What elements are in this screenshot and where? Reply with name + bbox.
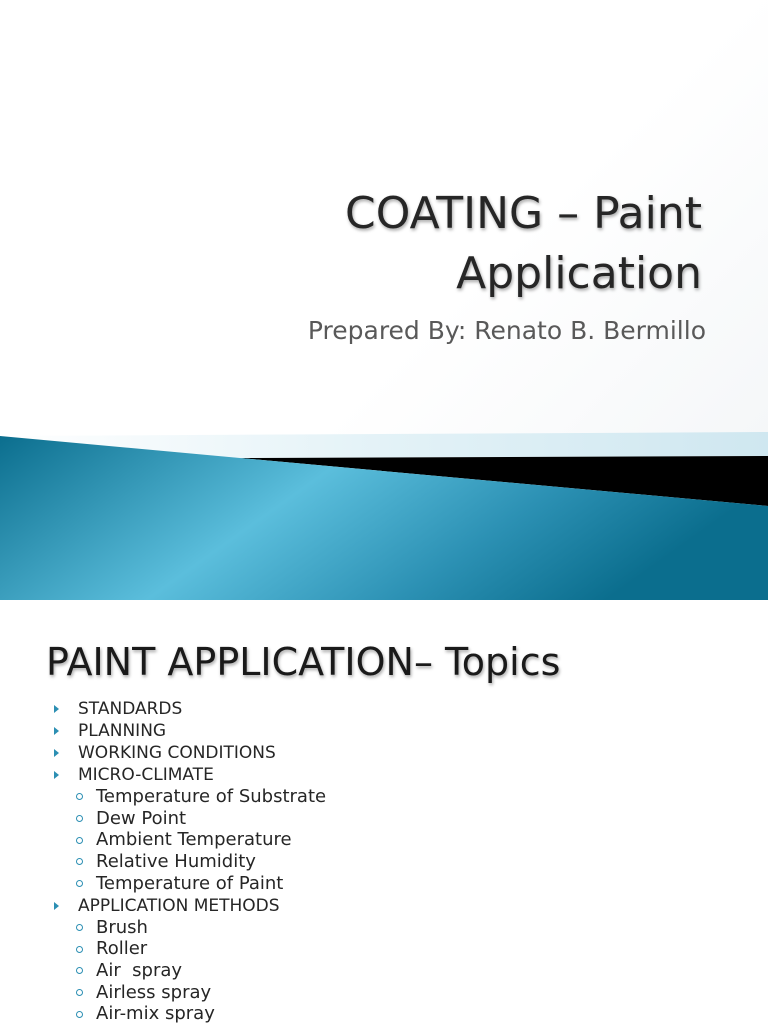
list-item: [52, 698, 326, 720]
sub-list-item-label: Airless spray: [96, 981, 212, 1003]
triangle-bullet-icon: [54, 771, 59, 779]
sub-list-item: [76, 786, 326, 808]
list-item-label: WORKING CONDITIONS: [78, 743, 276, 763]
sub-list: [52, 917, 326, 1024]
topics-slide: [0, 600, 768, 1024]
topic-list: [52, 698, 326, 1024]
sub-list: [52, 786, 326, 895]
circle-bullet-icon: [76, 1011, 83, 1018]
triangle-bullet-icon: [54, 902, 59, 910]
sub-list-item-label: Relative Humidity: [96, 851, 256, 873]
list-item-label: STANDARDS: [78, 699, 183, 719]
list-item: [52, 720, 326, 742]
sub-list-item-label: Air spray: [96, 959, 183, 981]
title-line-2: Application: [456, 248, 702, 299]
circle-bullet-icon: [76, 880, 83, 887]
title-line-1: COATING – Paint: [345, 188, 702, 239]
sub-list-item: [76, 1003, 326, 1024]
triangle-bullet-icon: [54, 727, 59, 735]
sub-list-item-label: Temperature of Paint: [96, 872, 284, 894]
list-item-label: PLANNING: [78, 721, 167, 741]
slide-title: [102, 184, 702, 304]
slide-subtitle: Prepared By: Renato B. Bermillo: [307, 316, 706, 345]
sub-list-item-label: Temperature of Substrate: [96, 786, 327, 807]
sub-list-item-label: Air-mix spray: [96, 1003, 215, 1024]
decorative-band: [0, 430, 768, 600]
list-item-label: MICRO-CLIMATE: [78, 765, 214, 785]
list-item-label: APPLICATION METHODS: [78, 895, 280, 916]
circle-bullet-icon: [76, 837, 83, 844]
list-item: [52, 742, 326, 764]
circle-bullet-icon: [76, 989, 83, 996]
circle-bullet-icon: [76, 924, 83, 931]
topics-title: PAINT APPLICATION– Topics: [46, 640, 561, 684]
sub-list-item-label: Roller: [96, 938, 148, 960]
list-item: [52, 764, 326, 895]
sub-list-item: [76, 808, 326, 830]
circle-bullet-icon: [76, 967, 83, 974]
sub-list-item: [76, 982, 326, 1004]
circle-bullet-icon: [76, 946, 83, 953]
list-item: [52, 895, 326, 1024]
sub-list-item: [76, 873, 326, 895]
triangle-bullet-icon: [54, 705, 59, 713]
circle-bullet-icon: [76, 858, 83, 865]
sub-list-item: [76, 917, 326, 939]
circle-bullet-icon: [76, 815, 83, 822]
sub-list-item-label: Ambient Temperature: [96, 829, 292, 851]
circle-bullet-icon: [76, 793, 83, 800]
sub-list-item: [76, 829, 326, 851]
sub-list-item: [76, 851, 326, 873]
sub-list-item: [76, 960, 326, 982]
sub-list-item-label: Dew Point: [96, 807, 187, 829]
triangle-bullet-icon: [54, 749, 59, 757]
sub-list-item: [76, 938, 326, 960]
sub-list-item-label: Brush: [96, 916, 148, 938]
